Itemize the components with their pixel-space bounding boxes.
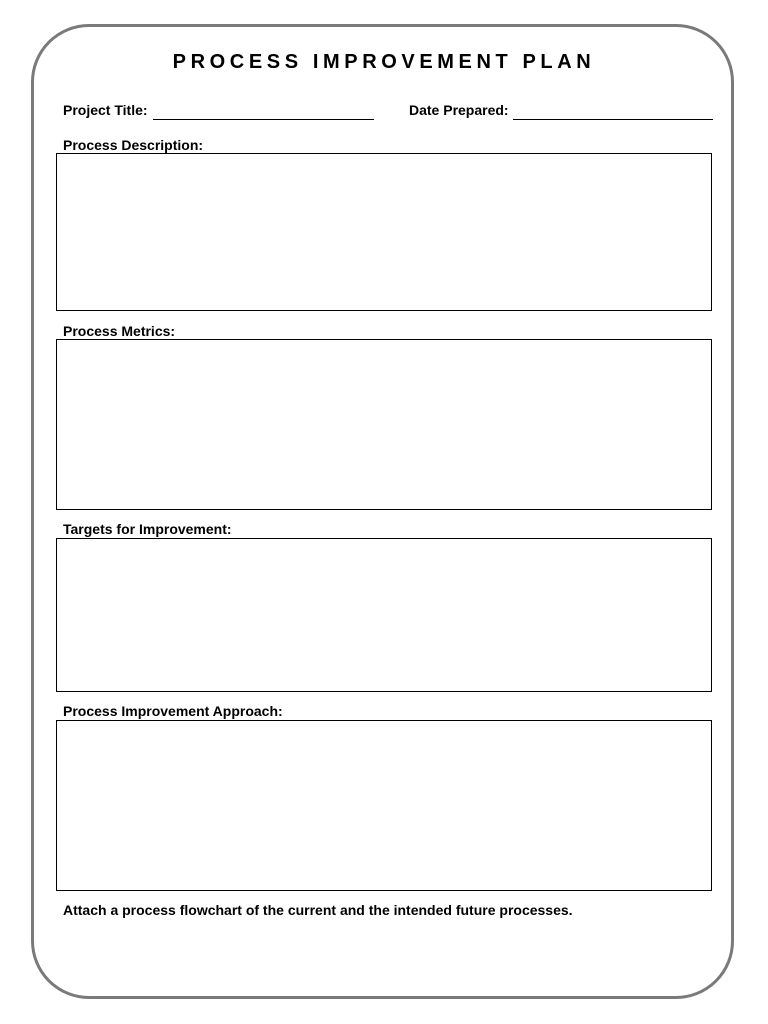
flowchart-attachment-note: Attach a process flowchart of the current and the intended future processes. bbox=[63, 902, 573, 918]
project-title-label: Project Title: bbox=[63, 102, 148, 118]
project-title-field[interactable] bbox=[153, 119, 374, 120]
process-metrics-box[interactable] bbox=[56, 339, 712, 510]
date-prepared-field[interactable] bbox=[513, 119, 713, 120]
process-description-label: Process Description: bbox=[63, 137, 204, 153]
process-metrics-label: Process Metrics: bbox=[63, 323, 176, 339]
targets-for-improvement-box[interactable] bbox=[56, 538, 712, 692]
process-description-box[interactable] bbox=[56, 153, 712, 311]
targets-for-improvement-label: Targets for Improvement: bbox=[63, 521, 232, 537]
date-prepared-label: Date Prepared: bbox=[409, 102, 509, 118]
form-title: PROCESS IMPROVEMENT PLAN bbox=[172, 51, 596, 73]
process-improvement-approach-box[interactable] bbox=[56, 720, 712, 891]
process-improvement-approach-label: Process Improvement Approach: bbox=[63, 703, 283, 719]
